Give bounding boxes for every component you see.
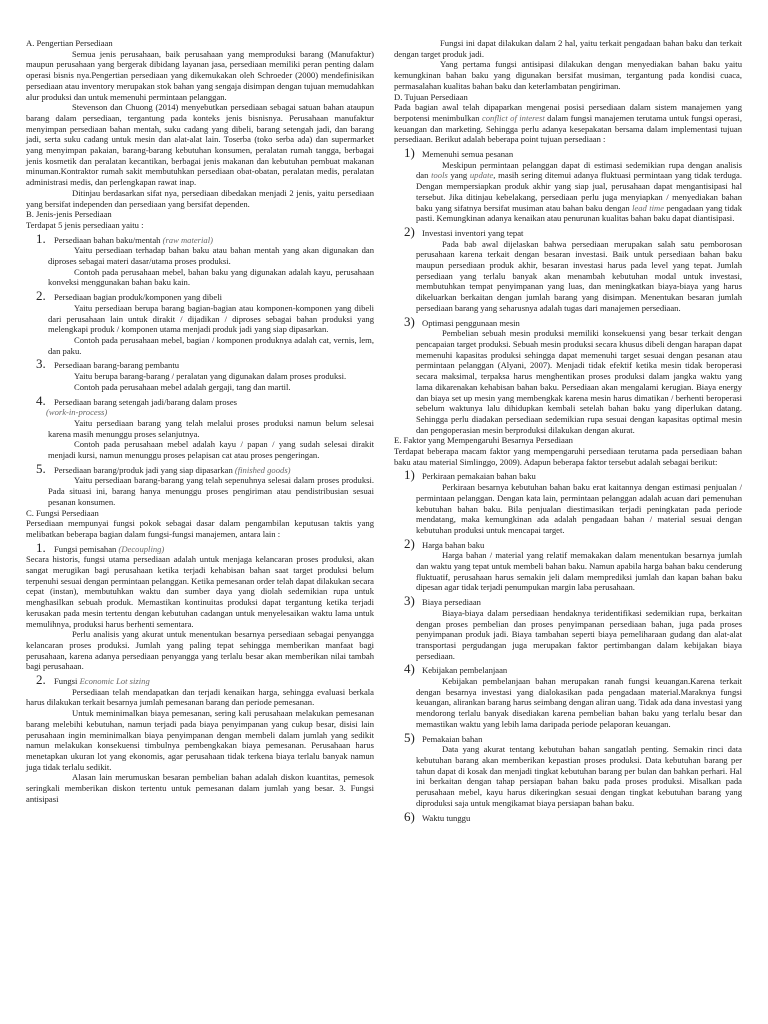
section-c-title: C. Fungsi Persediaan — [26, 507, 99, 518]
right-column — [394, 38, 742, 823]
list-item-body: Kebijakan pembelanjaan bahan merupakan ranah fungsi keuangan.Karena terkait dengan besarnya investasi yang dialokasikan pada pengadaan material.Maraknya fungsi keuangan, alirankan barang harus seimbang dengan aliran uang. Tidak ada dana investasi yang mendorong terlalu banyak disediakan karena pembelian bahan baku yang terlalu besar dan memastikan waktu yang lebih lama daripada periode pelaporan keuangan. — [416, 676, 742, 729]
left-column — [26, 38, 374, 823]
list-item-body: Alasan lain merumuskan besaran pembelian bahan adalah diskon kuantitas, pemesok seringkali memberikan diskon tertentu untuk pemesanan dalam jumlah yang besar. 3. Fungsi antisipasi — [26, 772, 374, 804]
list-item-title: 2. Persediaan bagian produk/komponen yang dibeli — [36, 288, 223, 304]
section-a-title: A. Pengertian Persediaan — [26, 38, 113, 48]
list-item-title: 4) Kebijakan pembelanjaan — [404, 661, 508, 677]
list-item-title: 2) Harga bahan baku — [404, 535, 485, 551]
list-item-italic: (work-in-process) — [46, 407, 108, 418]
list-item-body: Yaitu persediaan barang-barang yang telah sepenuhnya selesai dalam proses produksi. Pada situasi ini, barang hanya menunggu proses pengiriman atau pendistribusian sesuai pesanan konsumen. — [48, 475, 374, 507]
list-item-body: Untuk meminimalkan biaya pemesanan, sering kali perusahaan melakukan pemesanan barang melebihi kebutuhan, namun terjadi pada biaya penyimpanan yang cukup besar, disisi lain perusahaan ingin meminimalkan biaya penyimpanan dengan membeli dalam jumlah yang sedikit namun melakukan konsekuensi timbulnya pembengkakan biaya pemesanan. Perusahaan harus menetapkan ukuran lot yang ekonomis, agar perusahaan tidak terkena biaya terlalu banyak namun juga tidak terlalu sedikit. — [26, 708, 374, 772]
list-item-title: 3) Biaya persediaan — [404, 593, 481, 609]
paragraph: Stevenson dan Chuong (2014) menyebutkan persediaan sebagai satuan bahan ataupun barang dalam persediaan, tergantung pada konteks jenis bisnisnya. Perusahaan manufaktur menyimpan persediaan bahan mentah, suku cadang yang dibeli, barang setengah jadi, dan barang jadi, serta suku cadang untuk mesin dan alat-alat lain. Toserba (toko serba ada) dan supermarket yang menyimpan pakaian, barang-barang kebutuhan konsumen, peralatan rumah tangga, berbagai jenis kosmetik dan peralatan kecantikan, berbagai jenis makanan dan kebutuhan pembuat makanan minuman.Kontraktor rumah sakit membutuhkan persediaan obat-obatan, peralatan medis, peralatan administrasi medis, dan perlengkapan rawat inap. — [26, 102, 374, 188]
list-item-title: 2. Fungsi Economic Lot sizing — [36, 672, 150, 688]
list-item-body: Biaya-biaya dalam persediaan hendaknya teridentifikasi sedemikian rupa, berkaitan dengan proses pembelian dan proses penyimpanan persediaan bahan, juga pada proses penyimpanan produk jadi. Biaya tambahan seperti biaya pemeliharaan gudang dan alat-alat transportasi pergudangan juga merupakan faktor pertimbangan dalam kebijakan biaya persediaan. — [416, 607, 742, 661]
list-item-title: 2) Investasi inventori yang tepat — [404, 223, 524, 239]
section-b-title: B. Jenis-jenis Persediaan — [26, 209, 112, 220]
section-e-intro: Terdapat beberapa macam faktor yang mempengaruhi persediaan terutama pada persediaan bahan baku atau material Simlinggo, 2009). Adapun beberapa faktor tersebut adalah sebagai berikut: — [394, 446, 742, 467]
list-item-body: Yaitu persediaan berupa barang bagian-bagian atau komponen-komponen yang dibeli dari perusahaan lain untuk dirakit / dijadikan / diproses sebagai bahan produksi yang melengkapi produk / komponen utama menjadi produk jadi yang siap dipasarkan. — [48, 302, 374, 335]
section-e-title: E. Faktor yang Mempengaruhi Besarnya Persediaan — [394, 435, 573, 446]
list-item-example: Contoh pada perusahaan mebel, bahan baku yang digunakan adalah kayu, perusahaan konveksi menggunakan bahan baku kain. — [48, 266, 374, 288]
list-item-body: Yaitu berupa barang-barang / peralatan yang digunakan dalam proses produksi. — [74, 371, 347, 382]
paragraph: Ditinjau berdasarkan sifat nya, persediaan dibedakan menjadi 2 jenis, yaitu persediaan yang bersifat independen dan persediaan yang bersifat dependen. — [26, 187, 374, 209]
list-item-title: 1) Memenuhi semua pesanan — [404, 145, 514, 161]
list-item-body: Perkiraan besarnya kebutuhan bahan baku erat kaitannya dengan estimasi penjualan / permintaan pelanggan. Dengan kata lain, permintaan pelanggan adalah acuan dari pemenuhan kebutuhan bahan baku. Bila penjualan diestimasikan terjadi peningkatan pada periode mendatang, maka kemungkinan ada adalah pengadaan bahan / material sesuai dengan kebutuhan produksi untuk mencapai target. — [416, 482, 742, 535]
list-item-title: 3) Optimasi penggunaan mesin — [404, 313, 520, 329]
list-item-body: Meskipun permintaan pelanggan dapat di estimasi sedemikian rupa dengan analisis dan tools yang update, masih sering ditemui adanya fluktuasi permintaan yang tidak terduga. Dengan mempersiapkan produk akhir yang siap jual, perusahaan dapat mengantisipasi hal tersebut. Jika ditinjau kebelakang, persediaan perlu juga menyiapkan / menyediakan bahan baku yang sifatnya bersifat musiman atau bahan baku dengan lead time pengadaan yang tidak pasti. Kemungkinan adanya kenaikan atau penurunan kualitas bahan baku dapat diantisipasi. — [416, 159, 743, 224]
section-b-intro: Terdapat 5 jenis persediaan yaitu : — [26, 219, 144, 230]
section-c-intro: Persediaan mempunyai fungsi pokok sebagai dasar dalam pengambilan keputusan taktis yang melibatkan beberapa bagian dalam fungsi-fungsi manajemen, antara lain : — [26, 518, 374, 539]
list-item-title: 1) Perkiraan pemakaian bahan baku — [404, 467, 536, 483]
section-d-intro: Pada bagian awal telah dipaparkan mengenai posisi persediaan dalam sistem manajemen yang berpotensi menimbulkan conflict of interest dalam fungsi manajemen terutama untuk fungsi operasi, keuangan dan marketing. Sehingga perlu adanya kesepakatan bersama dalam implementasi tujuan persediaan. Berikut adalah beberapa point tujuan persediaan : — [394, 102, 742, 145]
list-item-example: Contoh pada perusahaan mebel adalah kayu / papan / yang sudah selesai dirakit menjadi kursi, namun menunggu proses pelapisan cat atau proses pengeringan. — [48, 439, 374, 461]
list-item-title: 5. Persediaan barang/produk jadi yang siap dipasarkan (finished goods) — [36, 460, 291, 476]
list-item-body: Harga bahan / material yang relatif memakakan dalam menentukan besarnya jumlah dan waktu yang tepat untuk membeli bahan baku. Namun apabila harga bahan baku cenderung fluktuatif, perusahaan harus semakin jeli dalam memprediksi jumlah dan kapan bahan baku dipesan agar tidak terjadi penumpukan margin laba perusahaan. — [416, 550, 742, 593]
list-item-body: Pada bab awal dijelaskan bahwa persediaan merupakan salah satu pemborosan perusahaan karena terkait dengan besaran investasi. Baik untuk persediaan bahan baku maupun persediaan produk akhir, besaran investasi harus pada level yang tepat. Jumlah persediaan yang terlalu banyak akan menambah kebutuhan modal untuk investasi, membutuhkan tempat penyimpanan yang luas, dan meningkatkan biaya-biaya yang harus dikeluarkan berkaitan dengan jumlah barang yang disimpan. Menentukan besaran jumlah persediaan barang yang seharusnya adalah tugas dari manajemen persediaan. — [416, 238, 742, 313]
list-item-body: Perlu analisis yang akurat untuk menentukan besarnya persediaan sebagai penyangga kelancaran proses produksi. Jumlah yang paling tepat sehingga memberikan manfaat bagi perusahaan, karena adanya persediaan penyangga yang terlalu besar akan memberikan nilai tambah bagi perusahaan. — [26, 629, 374, 672]
list-item-title: 4. Persediaan barang setengah jadi/barang dalam proses — [36, 392, 238, 408]
paragraph: Semua jenis perusahaan, baik perusahaan yang memproduksi barang (Manufaktur) maupun perusahaan yang bergerak dibidang layanan jasa, persediaan memiliki peran penting dalam operasi bisnis nya.Pengertian persediaan yang dikemukakan oleh Schroeder (2000) mendefinisikan persediaan atau inventory merupakan stok bahan yang sengaja disimpan dengan tujuan memudahkan alur produksi dan untuk memenuhi permintaan pelanggan. — [26, 48, 374, 102]
paragraph: Fungsi ini dapat dilakukan dalam 2 hal, yaitu terkait pengadaan bahan baku dan terkait dengan target produk jadi. — [394, 38, 742, 59]
list-item-title: 6) Waktu tunggu — [404, 808, 471, 824]
list-item-title: 1. Persediaan bahan baku/mentah (raw material) — [36, 230, 213, 246]
list-item-body: Yaitu persediaan terhadap bahan baku atau bahan mentah yang akan digunakan dan diproses sebagai materi dasar/utama proses produksi. — [48, 245, 374, 267]
list-item-body: Yaitu persediaan barang yang telah melalui proses produksi namun belum selesai karena masih menunggu proses selanjutnya. — [48, 417, 374, 439]
list-item-body: Data yang akurat tentang kebutuhan bahan sangatlah penting. Semakin rinci data kebutuhan barang akan memberikan kepastian proses produksi. Data kebutuhan barang per tahun dapat di kosak dan menjadi tingkat kebutuhan barang per bulan dan bahkan perhari. Hal ini berkaitan dengan tahap persiapan bahan baku pada proses produksi. Misalkan pada perusahaan mebel, kayu harus dikeringkan sesuai dengan tingkat kebutuhan barang yang diproduksi saja untuk mengikamat biaya persiapan bahan baku. — [416, 744, 742, 808]
list-item-title: 5) Pemakaian bahan — [404, 729, 483, 745]
list-item-body: Pembelian sebuah mesin produksi memiliki konsekuensi yang besar terkait dengan pencapaian target produksi. Sebuah mesin produksi secara khusus dibeli dengan harapan dapat memenuhi kapasitas produksi sehingga dapat memenuhi target sesuai dengan pesanan atau permintaan pelanggan (Alyani, 2007). Menjadi tidak efektif ketika mesin tidak beroperasi secara maksimal, terpaksa harus menghentikan proses produksi dalam jangka waktu yang lama dikarenakan kehabisan bahan baku. Persediaan akan mengalami kerugian. Biaya energy dan biaya set up mesin yang membengkak karena mesin harus dimatikan / berhenti beroperasi sebelum waktunya lalu dihidupkan kembali setelah bahan baku yang diperlukan datang. Sehingga perlu diadakan persediaan sedemikian rupa sesuai dengan kapasitas optimal mesin dan pengoperasian mesin berproduksi dilakukan dengan akurat. — [416, 328, 742, 435]
list-item-body: Persediaan telah mendapatkan dan terjadi kenaikan harga, sehingga evaluasi berkala harus dilakukan terkait besarnya jumlah pemesanan barang dan periode pemesanan. — [26, 686, 374, 708]
list-item-example: Contoh pada perusahaan mebel adalah gergaji, tang dan martil. — [74, 381, 291, 392]
section-d-title: D. Tujuan Persediaan — [394, 91, 468, 102]
list-item-body: Secara historis, fungsi utama persediaan adalah untuk menjaga kelancaran proses produksi, akan sangat merugikan bagi perusahaan ketika terjadi kehabisan bahan saat target produksi belum terpenuhi sesuai dengan permintaan pelanggan. Ketika pemesanan order telah dapat dilakukan secara cepat (instan), membutuhkan waktu dan sumber daya yang diolah sedemikian rupa untuk menghasilkan sebuah produk. Memastikan kontinuitas produksi dapat tergantung ketika terjadi kerusakan pada mesin tertentu dengan kebutuhan cadangan untuk menyelesaikan waktu lama untuk memulihnya, produksi harus berhenti sementara. — [26, 554, 374, 629]
paragraph: Yang pertama fungsi antisipasi dilakukan dengan menyediakan bahan baku yaitu kemungkinan bahan baku yang digunakan bersifat musiman, tergantung pada kondisi cuaca, permasalahan kualitas bahan baku dan keterlambatan pengiriman. — [394, 59, 742, 91]
list-item-title: 1. Fungsi pemisahan (Decoupling) — [36, 539, 165, 555]
list-item-title: 3. Persediaan barang-barang pembantu — [36, 356, 180, 372]
list-item-example: Contoh pada perusahaan mebel, bagian / komponen produknya adalah cat, vernis, lem, dan paku. — [48, 334, 374, 356]
